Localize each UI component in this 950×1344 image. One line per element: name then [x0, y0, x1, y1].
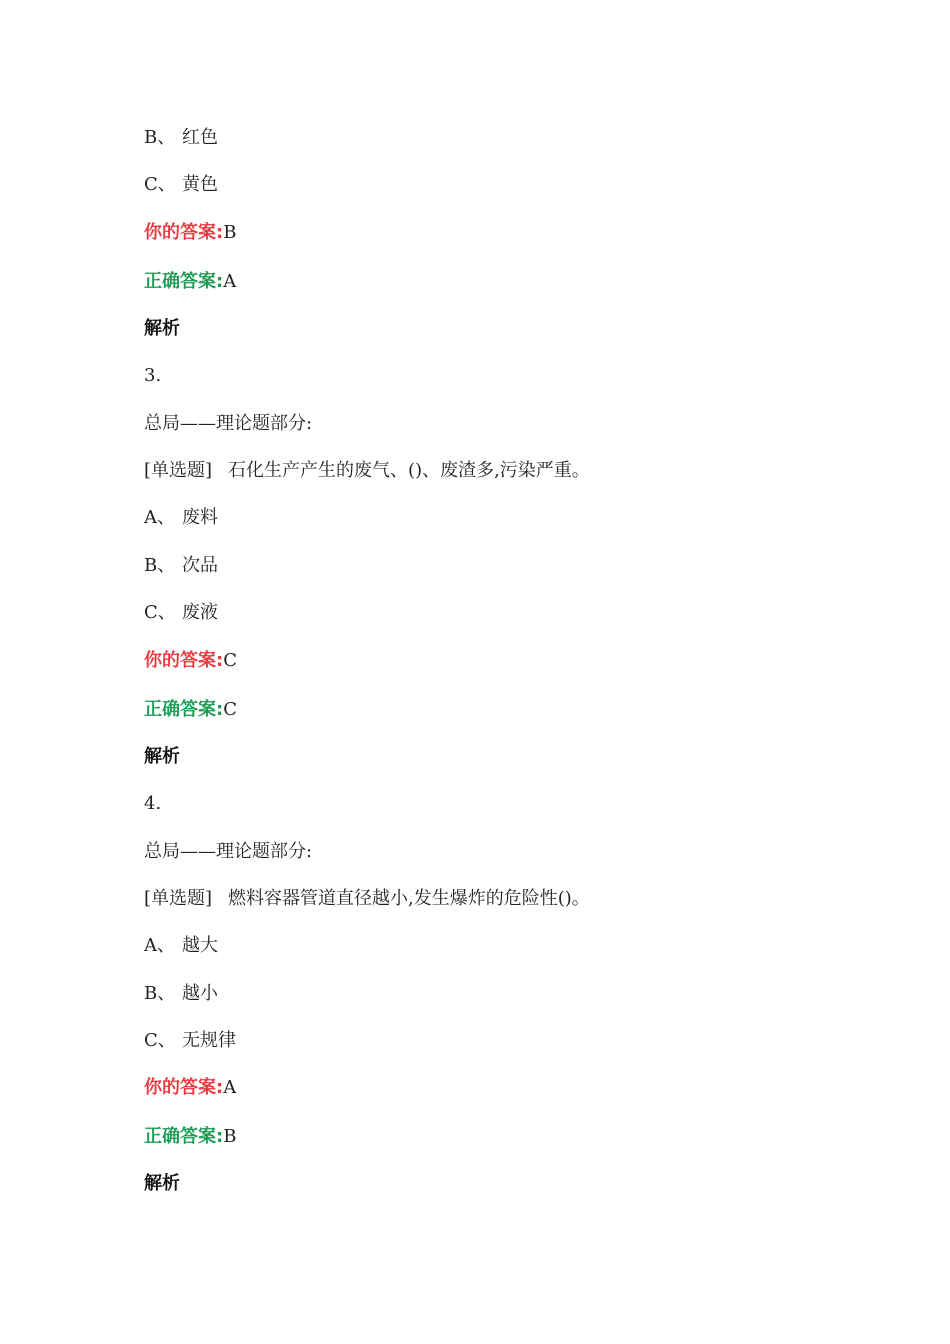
correct-answer-value: A	[223, 271, 237, 292]
option-c	[144, 1030, 236, 1052]
option-letter: B、	[144, 127, 176, 148]
correct-answer-colon: :	[216, 699, 224, 720]
analysis-heading: 解析	[144, 746, 180, 767]
correct-answer	[144, 271, 236, 293]
option-text: 黄色	[182, 174, 218, 195]
option-letter: A、	[144, 507, 175, 528]
analysis-heading: 解析	[144, 318, 180, 339]
your-answer-label: 你的答案	[144, 650, 216, 671]
your-answer-label: 你的答案	[144, 1077, 216, 1098]
your-answer	[144, 650, 237, 672]
option-text: 次品	[182, 555, 218, 576]
option-text: 无规律	[182, 1030, 236, 1051]
option-c	[144, 602, 218, 624]
question-stem	[144, 888, 590, 910]
option-text: 越小	[182, 983, 218, 1004]
your-answer	[144, 1077, 236, 1099]
option-c	[144, 174, 218, 196]
option-letter: C、	[144, 602, 176, 623]
correct-answer-value: C	[223, 699, 237, 720]
your-answer-value: B	[223, 222, 237, 243]
correct-answer	[144, 1126, 236, 1148]
question-text: 石化生产产生的废气、()、废渣多,污染严重。	[228, 460, 590, 481]
your-answer-colon: :	[216, 1077, 224, 1098]
correct-answer-label: 正确答案	[144, 271, 216, 292]
option-a	[144, 507, 218, 529]
your-answer-colon: :	[216, 650, 224, 671]
option-b	[144, 127, 218, 149]
question-number: 4.	[144, 793, 162, 814]
your-answer-value: C	[223, 650, 237, 671]
correct-answer-label: 正确答案	[144, 699, 216, 720]
option-b	[144, 555, 218, 577]
option-a	[144, 935, 218, 957]
correct-answer-colon: :	[216, 1126, 224, 1147]
option-letter: A、	[144, 935, 175, 956]
your-answer-value: A	[223, 1077, 237, 1098]
correct-answer-value: B	[223, 1126, 237, 1147]
option-text: 废液	[182, 602, 218, 623]
option-b	[144, 983, 218, 1005]
option-letter: B、	[144, 983, 176, 1004]
option-letter: C、	[144, 174, 176, 195]
correct-answer	[144, 699, 237, 721]
question-stem	[144, 460, 590, 482]
question-section: 总局——理论题部分:	[144, 841, 313, 862]
option-text: 红色	[182, 127, 218, 148]
correct-answer-label: 正确答案	[144, 1126, 216, 1147]
question-section: 总局——理论题部分:	[144, 413, 313, 434]
option-letter: B、	[144, 555, 176, 576]
option-text: 废料	[182, 507, 218, 528]
your-answer	[144, 222, 236, 244]
option-letter: C、	[144, 1030, 176, 1051]
your-answer-colon: :	[216, 222, 224, 243]
question-number: 3.	[144, 365, 162, 386]
question-type: [单选题]	[144, 460, 213, 481]
option-text: 越大	[182, 935, 218, 956]
analysis-heading: 解析	[144, 1173, 180, 1194]
question-type: [单选题]	[144, 888, 213, 909]
correct-answer-colon: :	[216, 271, 224, 292]
question-text: 燃料容器管道直径越小,发生爆炸的危险性()。	[228, 888, 590, 909]
your-answer-label: 你的答案	[144, 222, 216, 243]
